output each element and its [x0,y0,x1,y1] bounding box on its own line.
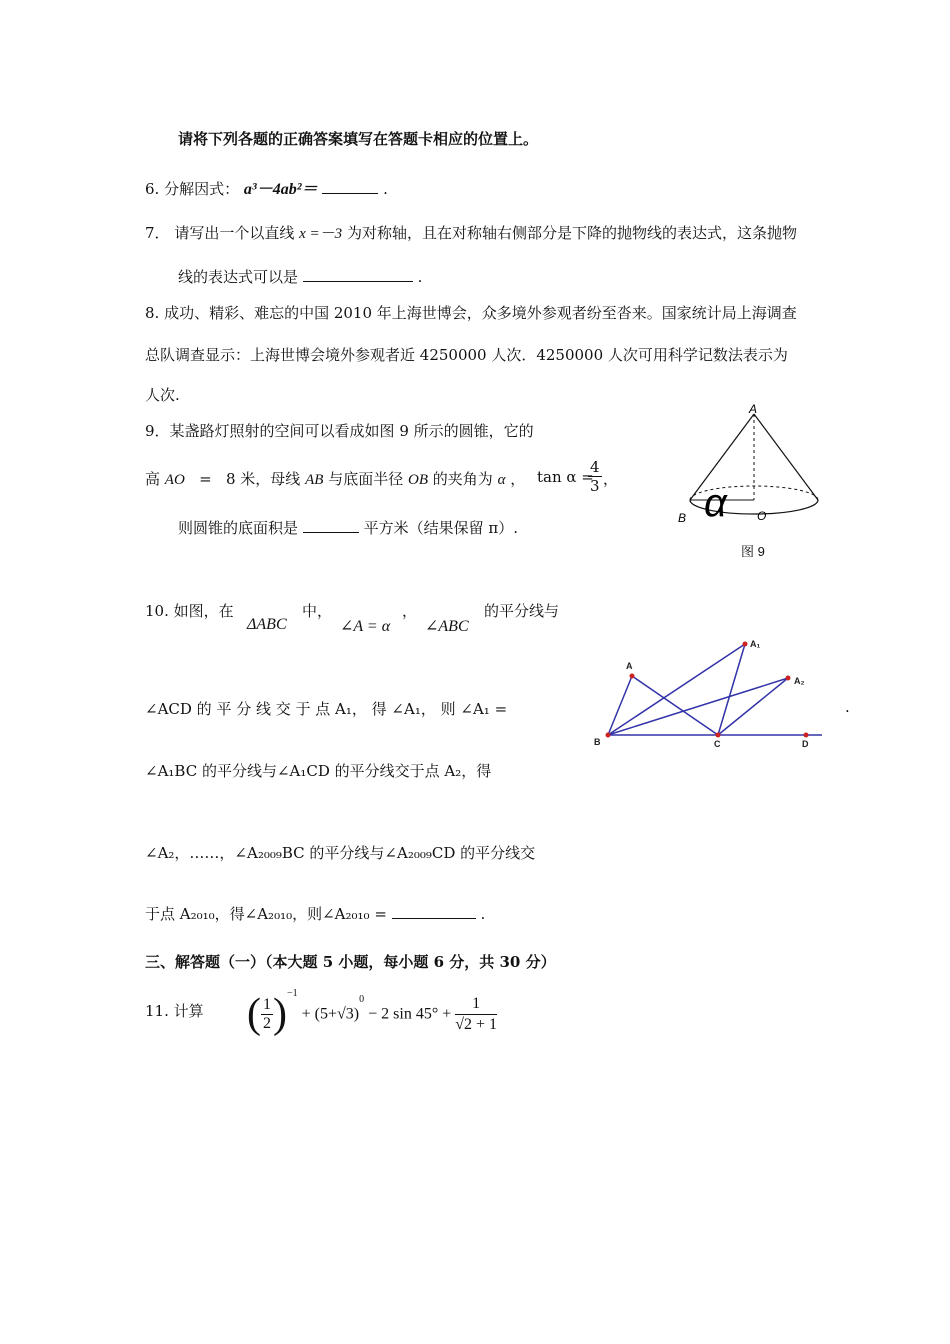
figure-9-cone [670,400,830,530]
q11-half-exp: −1 [287,988,298,999]
q9-tan-expression [537,468,594,486]
q9-alpha: α [497,472,506,488]
figure-9-caption: 图 9 [741,544,765,559]
point-a [630,674,635,679]
q7-answer-blank[interactable] [303,267,413,282]
q8-line-1: 8. 成功、精彩、难忘的中国 2010 年上海世博会，众多境外参观者纷至沓来。国家统计局上海调查 [145,304,797,322]
q11-last-den: √2 + 1 [455,1015,498,1033]
q10-line-3: ∠A₁BC 的平分线与∠A₁CD 的平分线交于点 A₂，得 [145,762,492,780]
line-ac [632,676,718,735]
q11-expression [247,988,498,1038]
q7-text-b: 为对称轴，且在对称轴右侧部分是下降的抛物线的表达式，这条抛物 [346,224,797,242]
q10-mid: 中， [302,602,333,620]
cone-label-alpha: α [704,481,727,525]
q9-fraction [588,458,602,495]
q7-end: . [417,268,423,286]
q10-angle-abc: ∠ABC [425,618,469,635]
q10-text-b: 的平分线与 [484,602,560,620]
label-b: B [594,737,601,747]
q10-answer-blank[interactable] [392,904,476,919]
label-a2: A₂ [794,676,805,686]
cone-label-b: B [678,511,687,525]
q7-text-a: 请写出一个以直线 [174,224,295,242]
q11-label: 11. 计算 [145,1002,204,1020]
q10-line-4: ∠A₂，……，∠A₂₀₀₉BC 的平分线与∠A₂₀₀₉CD 的平分线交 [145,844,536,862]
label-d: D [802,739,809,749]
label-a1: A₁ [750,639,761,649]
q9-text-d: 的夹角为 [432,470,493,488]
point-a1 [743,642,748,647]
question-7 [145,222,797,243]
line-ba2 [608,678,788,735]
q11-half-fraction [261,996,273,1033]
q11-term-2: + (5+√3) [301,1005,360,1023]
question-6 [145,176,388,199]
q10-comma: ， [402,602,418,620]
label-c: C [714,739,721,749]
q9-line-1: 9．某盏路灯照射的空间可以看成如图 9 所示的圆锥，它的 [145,422,534,440]
q6-expression: a³－4ab²＝ [243,181,318,198]
q10-triangle: ΔABC [247,616,287,633]
instruction: 请将下列各题的正确答案填写在答题卡相应的位置上。 [178,130,539,148]
q9-comma: ， [510,470,526,488]
q10-text-c: 于点 A₂₀₁₀，得∠A₂₀₁₀，则∠A₂₀₁₀ = [145,905,387,923]
q10-line-5 [145,903,485,924]
q9-frac-den: 3 [590,477,600,495]
q9-text-c: 与底面半径 [328,470,404,488]
q11-paren-left: ( [247,991,261,1038]
q9-line-2 [145,468,525,489]
q11-last-num: 1 [455,994,497,1015]
q9-tan: tan α = [537,468,594,486]
line-a2c [718,678,788,735]
question-7-line-2 [178,266,422,287]
point-a2 [786,676,791,681]
point-b [606,733,611,738]
point-d [804,733,809,738]
q9-text-f: 平方米（结果保留 π）. [363,519,518,537]
q9-ao: AO [164,472,185,488]
q9-ob: OB [408,472,428,488]
q6-number: 6. [145,180,160,198]
q9-line-3 [178,517,518,538]
line-ba1 [608,644,745,735]
cone-label-a: A [749,402,758,416]
q11-term-2-exp: 0 [359,994,365,1005]
q8-line-3: 人次. [145,386,180,404]
q7-number: 7． [145,224,170,242]
q9-trailing-comma: ， [603,470,619,488]
q9-answer-blank[interactable] [303,518,359,533]
line-a1c [718,644,745,735]
figure-10-triangle [590,635,830,750]
q9-text-a: 高 [145,470,161,488]
q8-line-2: 总队调查显示：上海世博会境外参观者近 4250000 人次．4250000 人次可用科学记数法表示为 [145,346,788,364]
q9-ab: AB [305,472,324,488]
q11-term-3: − 2 sin 45° + [368,1005,452,1023]
q11-last-fraction [455,994,497,1035]
q9-text-b: 8 米，母线 [226,470,301,488]
section-3-heading: 三、解答题（一）（本大题 5 小题，每小题 6 分，共 30 分） [145,953,556,971]
q11-paren-right: ) [273,991,287,1038]
q11-half-num: 1 [263,995,271,1013]
q9-eq: = [199,470,212,488]
q7-expression: x =－3 [299,226,343,242]
label-a: A [626,661,633,671]
cone-slant-right [754,414,818,500]
point-c [716,733,721,738]
q6-label: 分解因式： [164,180,240,198]
q7-text-c: 线的表达式可以是 [178,268,299,286]
q10-text-a: 10. 如图，在 [145,602,234,620]
cone-label-o: O [757,509,767,523]
q11-half-den: 2 [263,1014,271,1032]
q10-angle-a: ∠A = α [340,618,391,635]
q6-end: . [383,180,388,198]
q10-end: . [480,905,486,923]
q9-text-e: 则圆锥的底面积是 [178,519,299,537]
q10-line-2: ∠ACD 的 平 分 线 交 于 点 A₁， 得 ∠A₁， 则 ∠A₁ = [145,700,508,718]
q10-line-2-dot: . [845,698,850,716]
q6-answer-blank[interactable] [322,179,378,194]
q9-frac-num: 4 [590,458,600,476]
